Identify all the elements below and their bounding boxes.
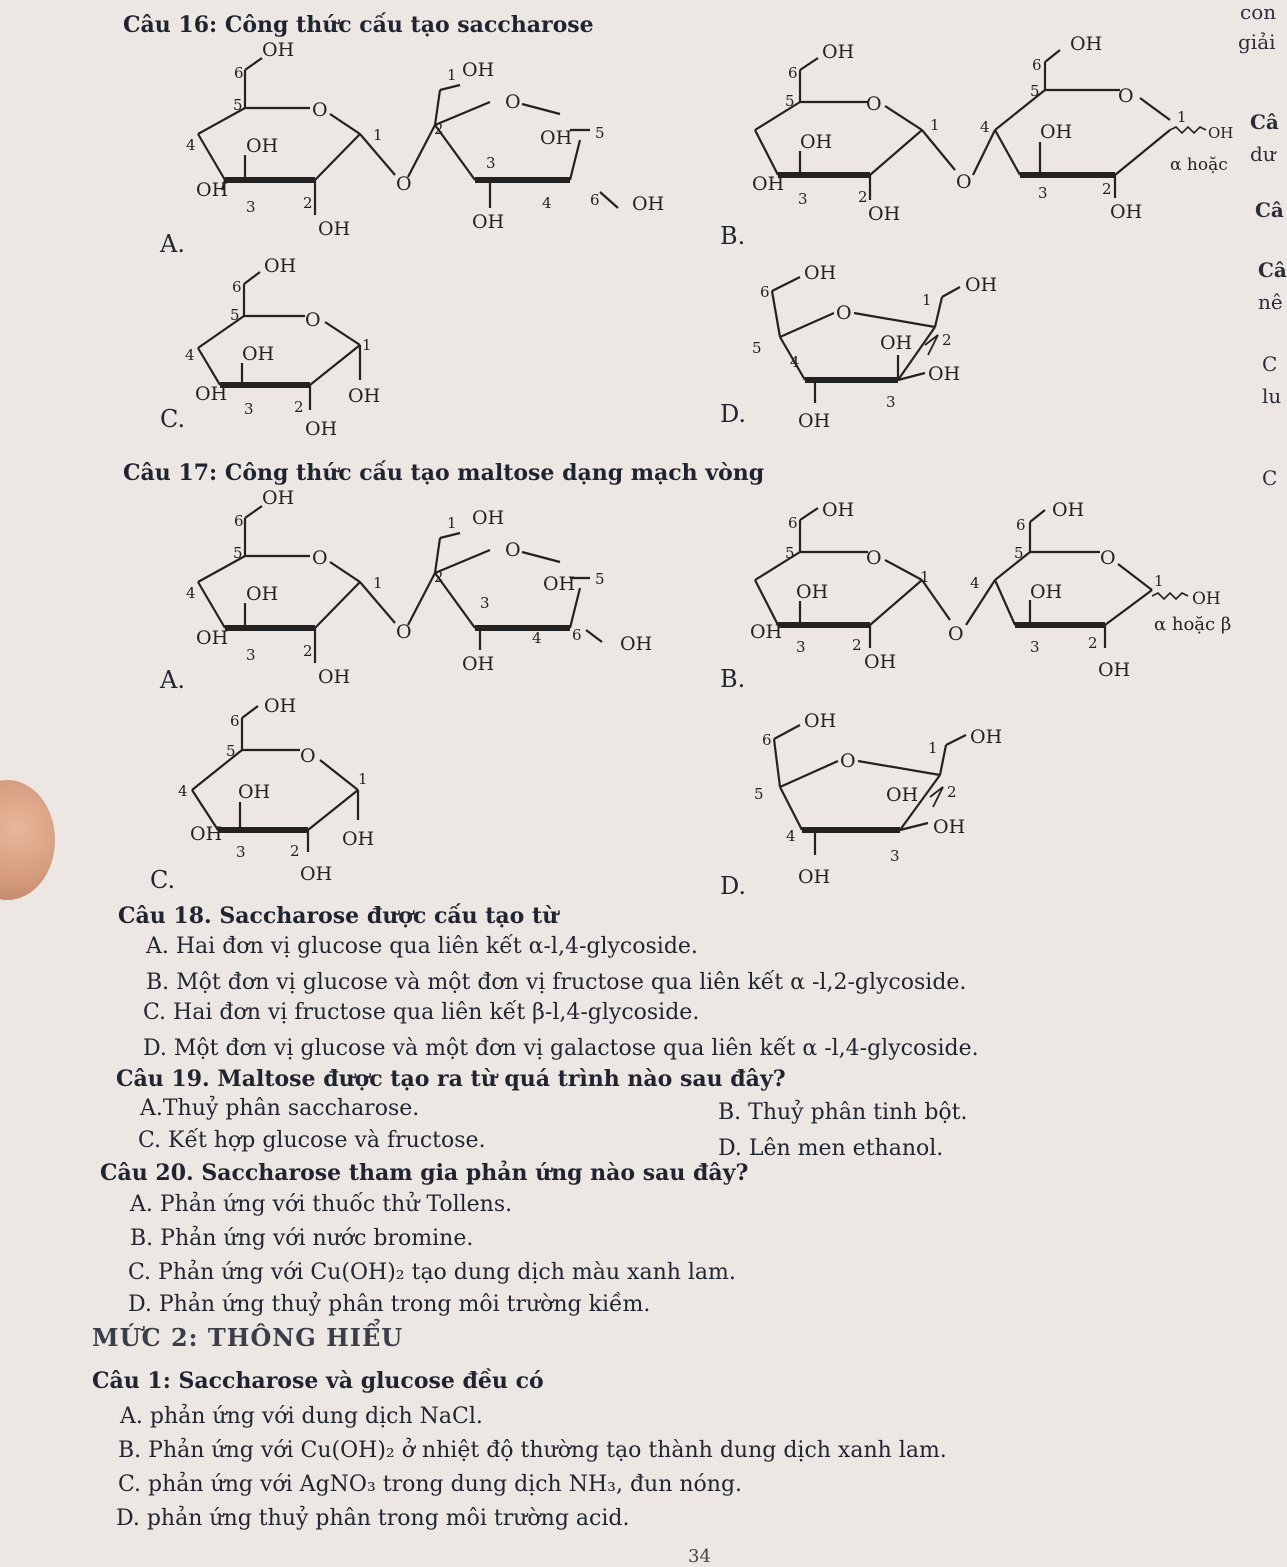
svg-text:O: O — [312, 547, 328, 569]
q20-title: Câu 20. Saccharose tham gia phản ứng nào sau đây? — [100, 1160, 749, 1186]
svg-text:OH: OH — [342, 828, 375, 850]
svg-text:OH: OH — [822, 499, 855, 521]
q1-option-d: D. phản ứng thuỷ phân trong môi trường acid. — [116, 1506, 630, 1531]
svg-text:3: 3 — [796, 638, 806, 656]
svg-text:OH: OH — [632, 193, 665, 215]
svg-text:4: 4 — [786, 827, 796, 845]
svg-text:OH: OH — [262, 39, 295, 61]
svg-text:OH: OH — [1192, 589, 1221, 609]
svg-text:1: 1 — [447, 66, 457, 84]
svg-text:OH: OH — [462, 653, 495, 675]
svg-text:2: 2 — [1102, 180, 1112, 198]
svg-text:OH: OH — [798, 866, 831, 888]
svg-text:2: 2 — [852, 636, 862, 654]
finger-shadow — [0, 780, 55, 900]
svg-text:OH: OH — [305, 418, 338, 440]
svg-text:2: 2 — [290, 842, 300, 860]
svg-text:1: 1 — [373, 574, 383, 592]
svg-text:OH: OH — [238, 781, 271, 803]
svg-text:6: 6 — [232, 278, 242, 296]
q16-option-a: A. — [160, 230, 185, 258]
level-heading: MỨC 2: THÔNG HIỂU — [92, 1323, 404, 1352]
q18-option-c: C. Hai đơn vị fructose qua liên kết β-l,4-glycoside. — [143, 1000, 700, 1025]
svg-text:3: 3 — [244, 400, 254, 418]
svg-text:OH: OH — [264, 255, 297, 277]
q19-option-d: D. Lên men ethanol. — [718, 1136, 944, 1161]
svg-text:OH: OH — [462, 59, 495, 81]
svg-text:4: 4 — [542, 194, 552, 212]
svg-text:2: 2 — [1088, 634, 1098, 652]
q20-option-a: A. Phản ứng với thuốc thử Tollens. — [130, 1192, 513, 1217]
svg-text:OH: OH — [880, 332, 913, 354]
svg-text:OH: OH — [796, 581, 829, 603]
svg-text:OH: OH — [540, 127, 573, 149]
svg-text:3: 3 — [798, 190, 808, 208]
svg-text:2: 2 — [434, 568, 444, 586]
svg-text:O: O — [948, 623, 964, 645]
svg-text:4: 4 — [980, 118, 990, 136]
svg-text:5: 5 — [1030, 82, 1040, 100]
q16-structure-b — [740, 30, 1240, 230]
svg-text:4: 4 — [186, 584, 196, 602]
svg-text:3: 3 — [246, 198, 256, 216]
svg-text:OH: OH — [804, 710, 837, 732]
svg-text:6: 6 — [788, 514, 798, 532]
svg-text:1: 1 — [1154, 572, 1164, 590]
svg-text:6: 6 — [234, 64, 244, 82]
svg-text:2: 2 — [858, 188, 868, 206]
svg-text:5: 5 — [233, 96, 243, 114]
svg-text:6: 6 — [788, 64, 798, 82]
q1-option-a: A. phản ứng với dung dịch NaCl. — [120, 1404, 483, 1429]
svg-text:OH: OH — [750, 621, 783, 643]
svg-text:OH: OH — [262, 487, 295, 509]
q16-title: Câu 16: Công thức cấu tạo saccharose — [123, 12, 594, 38]
svg-text:OH: OH — [886, 784, 919, 806]
svg-text:2: 2 — [294, 398, 304, 416]
q20-option-c: C. Phản ứng với Cu(OH)₂ tạo dung dịch màu xanh lam. — [128, 1260, 736, 1285]
svg-text:OH: OH — [1040, 121, 1073, 143]
svg-text:OH: OH — [300, 863, 333, 885]
svg-text:O: O — [505, 539, 521, 561]
svg-text:6: 6 — [1016, 516, 1026, 534]
svg-text:1: 1 — [373, 126, 383, 144]
q16-option-b: B. — [720, 222, 746, 250]
margin-text-3: dư — [1250, 142, 1276, 166]
margin-text-8: lu — [1262, 384, 1282, 408]
svg-text:O: O — [866, 547, 882, 569]
svg-text:5: 5 — [785, 92, 795, 110]
corner-text: con — [1240, 0, 1277, 24]
svg-text:OH: OH — [196, 179, 229, 201]
svg-text:OH: OH — [242, 343, 275, 365]
svg-text:5: 5 — [230, 306, 240, 324]
q18-title: Câu 18. Saccharose được cấu tạo từ — [118, 903, 559, 929]
svg-text:1: 1 — [362, 336, 372, 354]
svg-text:1: 1 — [922, 291, 932, 309]
svg-text:5: 5 — [595, 124, 605, 142]
q17-structure-b — [740, 480, 1240, 680]
svg-text:OH: OH — [752, 173, 785, 195]
svg-text:3: 3 — [246, 646, 256, 664]
svg-text:OH: OH — [933, 816, 966, 838]
svg-text:O: O — [312, 99, 328, 121]
svg-text:OH: OH — [965, 274, 998, 296]
svg-text:6: 6 — [762, 731, 772, 749]
q16-structure-d — [740, 255, 1040, 435]
svg-text:OH: OH — [318, 666, 351, 688]
svg-text:2: 2 — [303, 642, 313, 660]
svg-text:O: O — [866, 93, 882, 115]
svg-text:4: 4 — [790, 353, 800, 371]
svg-text:OH: OH — [318, 218, 351, 240]
svg-text:3: 3 — [1038, 184, 1048, 202]
svg-text:OH: OH — [868, 203, 901, 225]
q17-structure-a — [150, 478, 690, 688]
svg-text:OH: OH — [195, 383, 228, 405]
svg-text:OH: OH — [620, 633, 653, 655]
svg-text:1: 1 — [447, 514, 457, 532]
svg-text:OH: OH — [798, 410, 831, 432]
q17-option-a: A. — [160, 666, 185, 694]
svg-text:3: 3 — [236, 843, 246, 861]
svg-text:OH: OH — [1070, 33, 1103, 55]
svg-text:OH: OH — [472, 507, 505, 529]
q19-option-c: C. Kết hợp glucose và fructose. — [138, 1128, 486, 1153]
svg-text:O: O — [956, 171, 972, 193]
svg-text:3: 3 — [1030, 638, 1040, 656]
q16-structure-a — [150, 30, 690, 240]
svg-text:4: 4 — [532, 629, 542, 647]
svg-text:5: 5 — [1014, 544, 1024, 562]
q18-option-d: D. Một đơn vị glucose và một đơn vị galactose qua liên kết α -l,4-glycoside. — [143, 1036, 979, 1061]
svg-text:OH: OH — [190, 823, 223, 845]
svg-text:OH: OH — [246, 583, 279, 605]
q19-option-a: A.Thuỷ phân saccharose. — [140, 1096, 420, 1121]
q17-option-d: D. — [720, 872, 747, 900]
svg-text:2: 2 — [303, 194, 313, 212]
svg-text:3: 3 — [890, 847, 900, 865]
svg-text:5: 5 — [595, 570, 605, 588]
svg-text:1: 1 — [920, 568, 930, 586]
svg-text:4: 4 — [185, 346, 195, 364]
svg-text:5: 5 — [752, 339, 762, 357]
svg-text:OH: OH — [264, 695, 297, 717]
svg-text:OH: OH — [800, 131, 833, 153]
svg-text:OH: OH — [928, 363, 961, 385]
svg-text:3: 3 — [480, 594, 490, 612]
svg-text:OH: OH — [1208, 124, 1234, 142]
svg-text:OH: OH — [1098, 659, 1131, 681]
page-number: 34 — [688, 1546, 711, 1567]
svg-text:6: 6 — [590, 191, 600, 209]
q1-title: Câu 1: Saccharose và glucose đều có — [92, 1368, 544, 1394]
q17-option-b: B. — [720, 665, 746, 693]
svg-text:6: 6 — [572, 626, 582, 644]
q19-title: Câu 19. Maltose được tạo ra từ quá trình nào sau đây? — [116, 1066, 786, 1092]
svg-text:2: 2 — [434, 120, 444, 138]
q19-option-b: B. Thuỷ phân tinh bột. — [718, 1100, 968, 1125]
svg-text:6: 6 — [234, 512, 244, 530]
svg-text:α hoặc β: α hoặc β — [1154, 614, 1232, 635]
svg-text:OH: OH — [970, 726, 1003, 748]
svg-text:5: 5 — [233, 544, 243, 562]
svg-text:OH: OH — [1052, 499, 1085, 521]
svg-text:4: 4 — [186, 136, 196, 154]
svg-text:6: 6 — [1032, 56, 1042, 74]
svg-text:O: O — [840, 750, 856, 772]
margin-text-1: giải — [1238, 30, 1276, 54]
margin-text-7: C — [1262, 352, 1278, 376]
margin-text-6: nê — [1258, 290, 1283, 314]
svg-text:OH: OH — [196, 627, 229, 649]
svg-text:O: O — [505, 91, 521, 113]
svg-text:O: O — [1100, 547, 1116, 569]
svg-text:OH: OH — [804, 262, 837, 284]
q17-structure-d — [740, 705, 1040, 888]
svg-text:6: 6 — [760, 283, 770, 301]
svg-text:5: 5 — [226, 742, 236, 760]
margin-text-4: Câ — [1255, 198, 1284, 222]
q20-option-b: B. Phản ứng với nước bromine. — [130, 1226, 474, 1251]
svg-text:6: 6 — [230, 712, 240, 730]
svg-text:OH: OH — [1030, 581, 1063, 603]
q16-structure-c — [160, 250, 420, 440]
q18-option-a: A. Hai đơn vị glucose qua liên kết α-l,4-glycoside. — [146, 934, 698, 959]
svg-text:4: 4 — [178, 782, 188, 800]
svg-text:OH: OH — [348, 385, 381, 407]
margin-text-9: C — [1262, 466, 1278, 490]
svg-text:O: O — [305, 309, 321, 331]
svg-text:OH: OH — [246, 135, 279, 157]
margin-text-5: Câ — [1258, 258, 1287, 282]
q1-option-b: B. Phản ứng với Cu(OH)₂ ở nhiệt độ thường tạo thành dung dịch xanh lam. — [118, 1438, 947, 1463]
q17-option-c: C. — [150, 866, 176, 894]
svg-text:3: 3 — [486, 154, 496, 172]
svg-text:O: O — [1118, 85, 1134, 107]
svg-text:1: 1 — [928, 739, 938, 757]
svg-text:OH: OH — [472, 211, 505, 233]
svg-text:1: 1 — [1177, 108, 1187, 126]
svg-text:α hoặc: α hoặc — [1170, 155, 1228, 175]
svg-text:4: 4 — [970, 574, 980, 592]
svg-text:OH: OH — [864, 651, 897, 673]
svg-text:OH: OH — [822, 41, 855, 63]
svg-text:1: 1 — [358, 770, 368, 788]
svg-text:OH: OH — [543, 573, 576, 595]
q17-title: Câu 17: Công thức cấu tạo maltose dạng mạch vòng — [123, 460, 765, 486]
q17-structure-c — [160, 690, 420, 885]
svg-text:2: 2 — [947, 783, 957, 801]
svg-text:OH: OH — [1110, 201, 1143, 223]
svg-text:5: 5 — [754, 785, 764, 803]
q16-option-d: D. — [720, 400, 747, 428]
svg-text:O: O — [300, 745, 316, 767]
svg-text:O: O — [396, 621, 412, 643]
svg-text:5: 5 — [785, 544, 795, 562]
svg-text:2: 2 — [942, 331, 952, 349]
q1-option-c: C. phản ứng với AgNO₃ trong dung dịch NH₃, đun nóng. — [118, 1472, 743, 1497]
svg-text:O: O — [396, 173, 412, 195]
q18-option-b: B. Một đơn vị glucose và một đơn vị fructose qua liên kết α -l,2-glycoside. — [146, 970, 967, 995]
q20-option-d: D. Phản ứng thuỷ phân trong môi trường kiềm. — [128, 1292, 651, 1317]
svg-text:O: O — [836, 302, 852, 324]
margin-text-2: Câ — [1250, 110, 1279, 134]
q16-option-c: C. — [160, 405, 186, 433]
svg-text:1: 1 — [930, 116, 940, 134]
svg-text:3: 3 — [886, 393, 896, 411]
